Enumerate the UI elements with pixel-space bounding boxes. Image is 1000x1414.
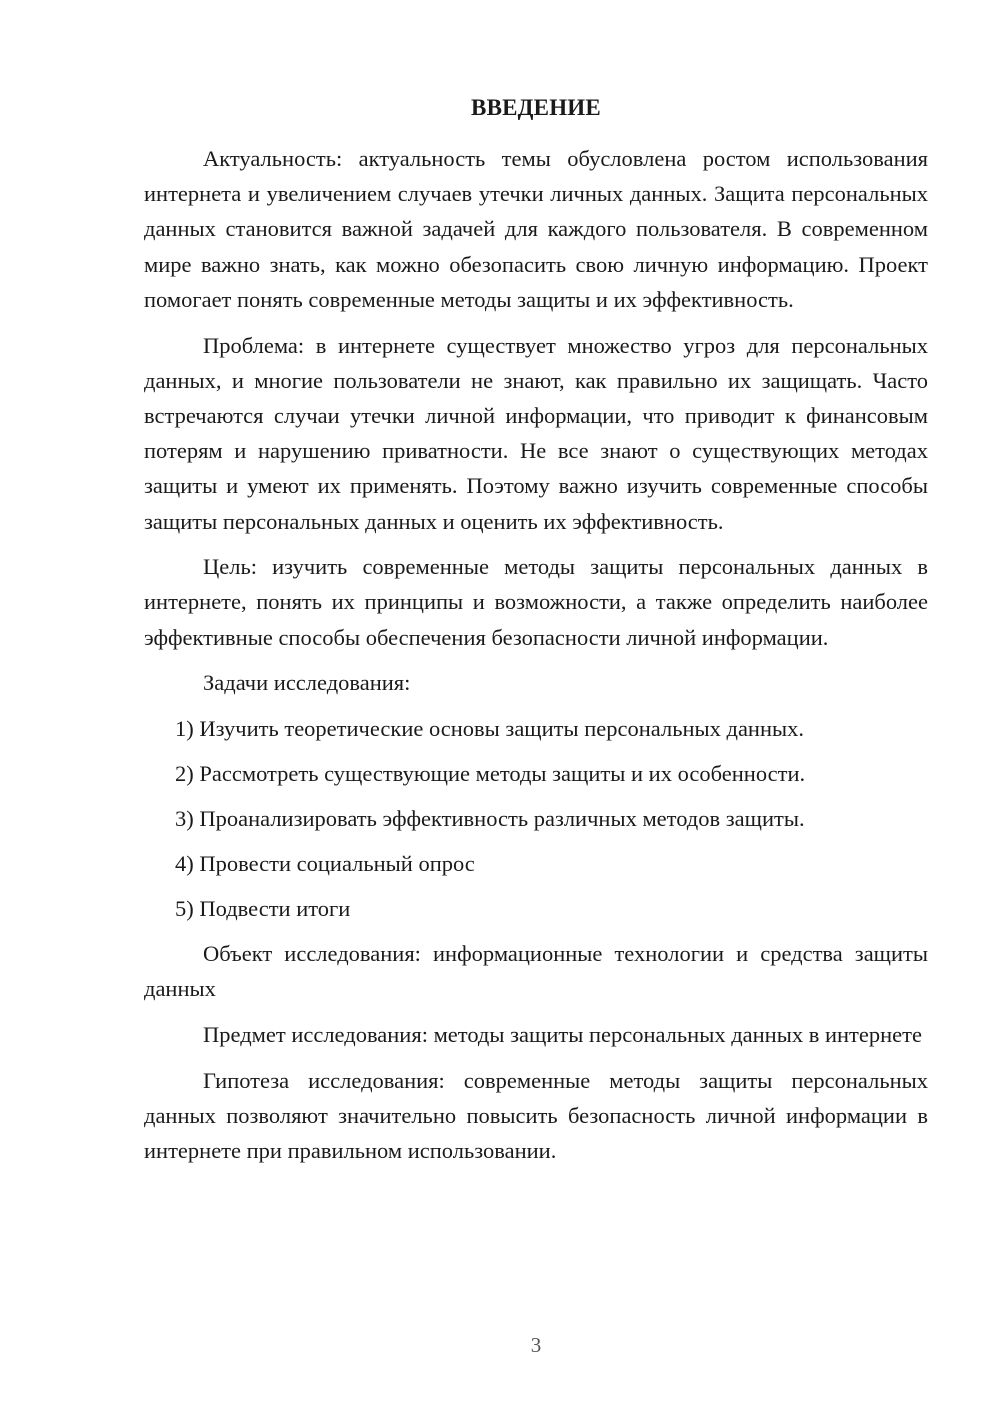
list-item-task-2: 2) Рассмотреть существующие методы защиты и их особенности.: [175, 760, 806, 786]
paragraph-goal: Цель: изучить современные методы защиты персональных данных в интернете, понять их принципы и возможности, а также определить наиболее эффективные способы обеспечения безопасности личной информации.: [144, 554, 928, 650]
paragraph-relevance: Актуальность: актуальность темы обусловлена ростом использования интернета и увеличением случаев утечки личных данных. Защита персональных данных становится важной задачей для каждого пользователя. В современном мире важно знать, как можно обезопасить свою личную информацию. Проект помогает понять современные методы защиты и их эффективность.: [144, 146, 928, 312]
list-item-task-3: 3) Проанализировать эффективность различных методов защиты.: [175, 805, 805, 831]
list-item-task-1: 1) Изучить теоретические основы защиты персональных данных.: [175, 715, 805, 741]
page-number: 3: [530, 1333, 542, 1357]
paragraph-problem: Проблема: в интернете существует множество угроз для персональных данных, и многие пользователи не знают, как правильно их защищать. Часто встречаются случаи утечки личной информации, что приводит к финансовым потерям и нарушению приватности. Не все знают о существующих методах защиты и умеют их применять. Поэтому важно изучить современные способы защиты персональных данных и оценить их эффективность.: [144, 332, 928, 534]
list-item-task-4: 4) Провести социальный опрос: [175, 850, 475, 876]
tasks-list: [144, 711, 928, 926]
list-item-task-5: 5) Подвести итоги: [175, 895, 351, 921]
paragraph-hypothesis: Гипотеза исследования: современные методы защиты персональных данных позволяют значительно повысить безопасность личной информации в интернете при правильном использовании.: [144, 1067, 928, 1164]
page-title: ВВЕДЕНИЕ: [471, 95, 601, 120]
paragraph-object: Объект исследования: информационные технологии и средства защиты данных: [144, 941, 928, 1002]
body-text: [144, 141, 928, 1168]
paragraph-subject: Предмет исследования: методы защиты персональных данных в интернете: [203, 1021, 922, 1047]
paragraph-tasks-heading: Задачи исследования:: [203, 670, 411, 696]
